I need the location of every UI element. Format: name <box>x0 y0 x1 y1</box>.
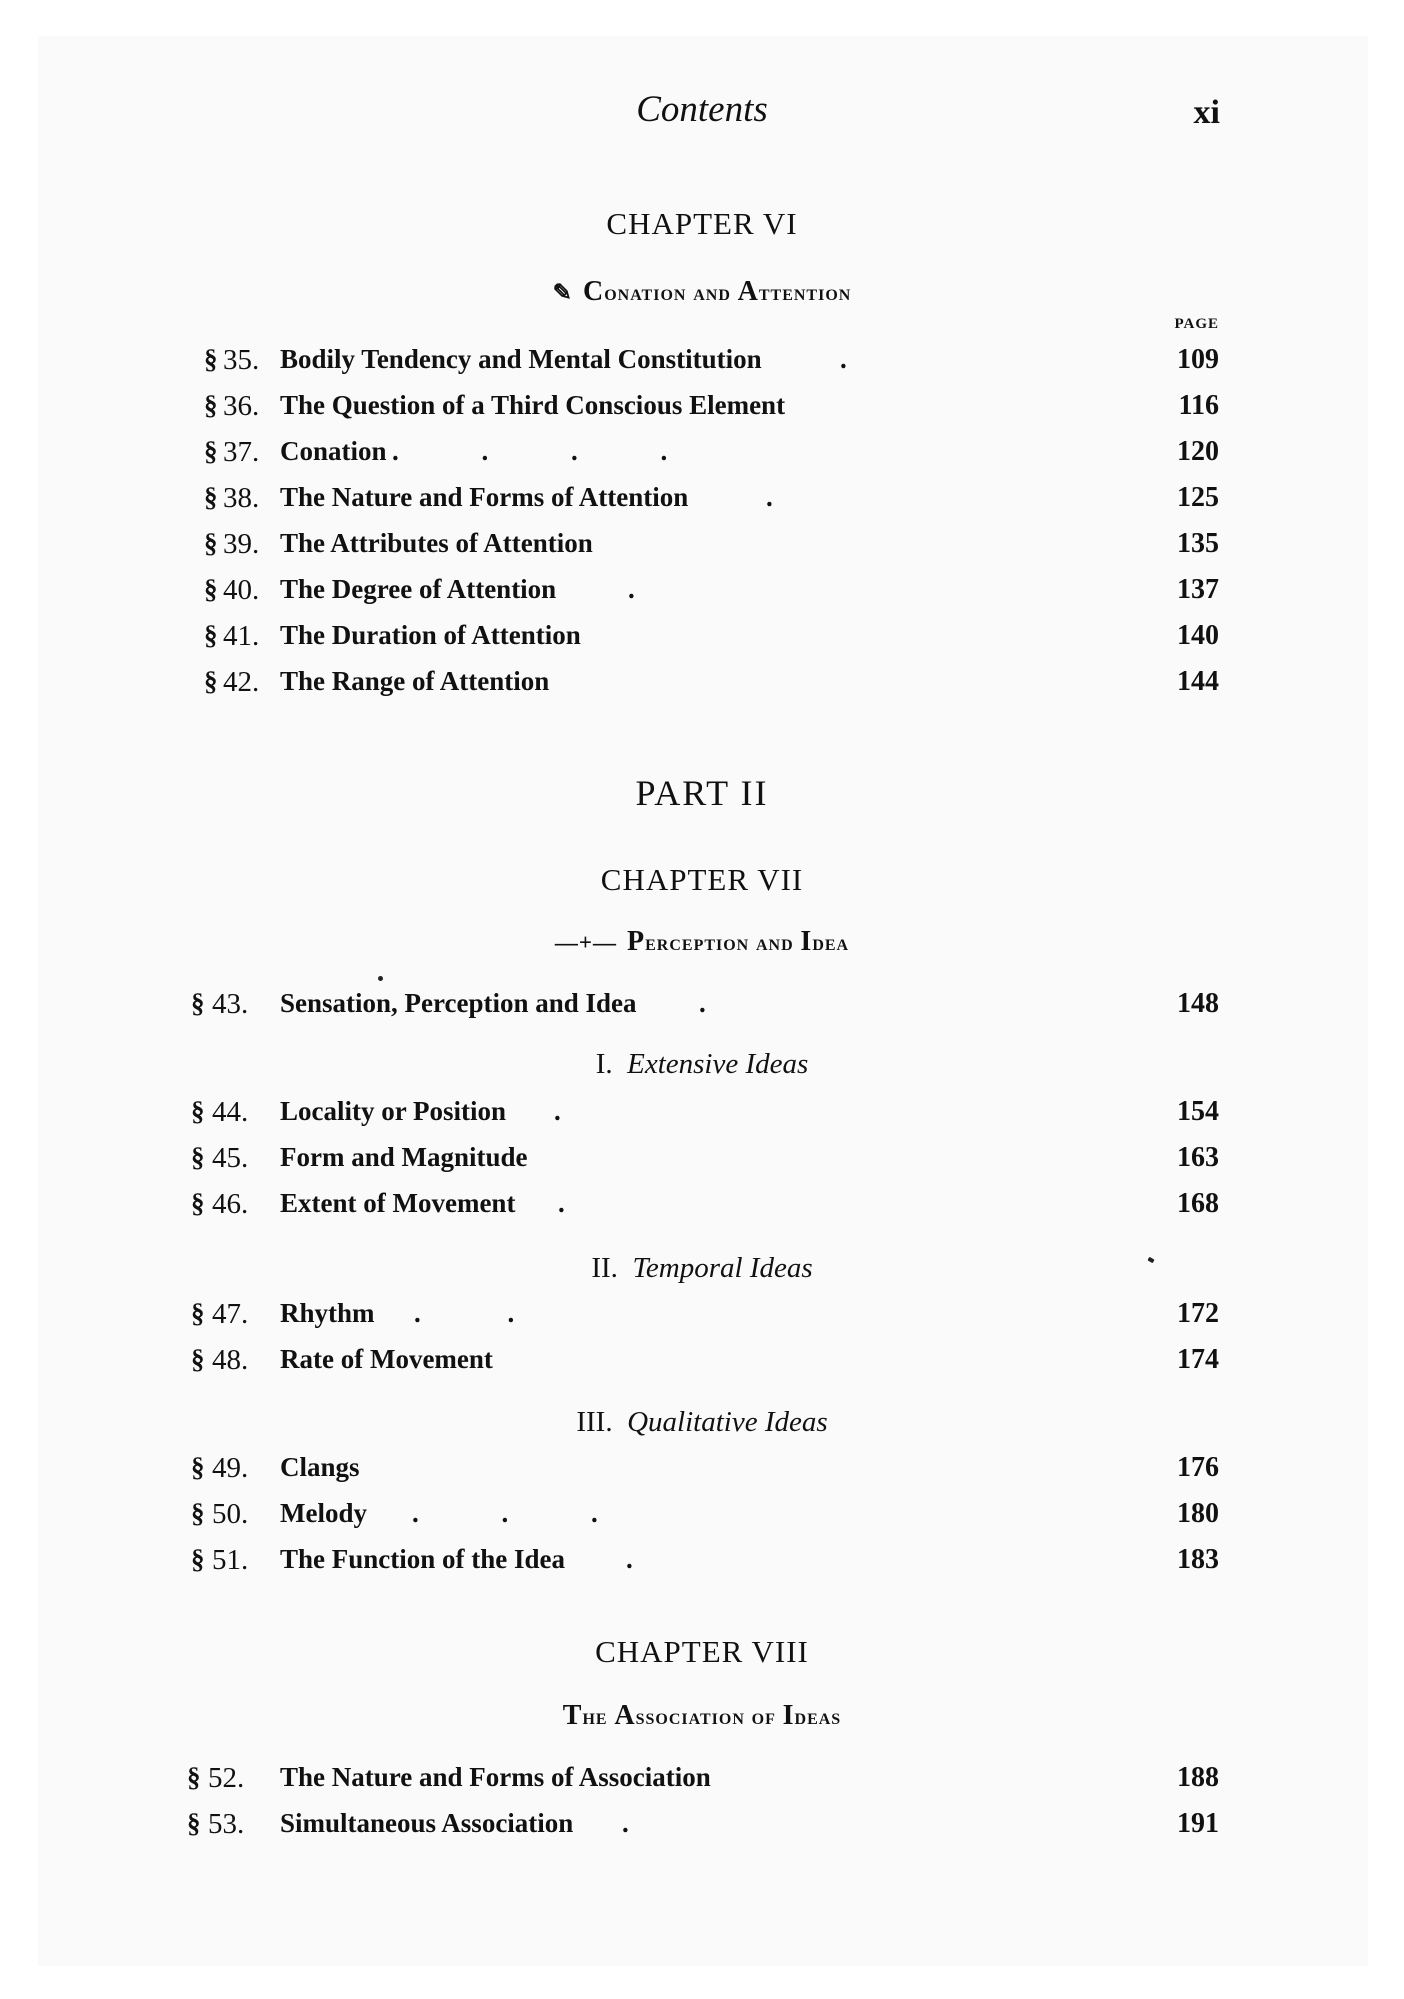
ink-speck <box>378 976 383 981</box>
entry-title: Bodily Tendency and Mental Constitution <box>280 344 762 374</box>
toc-entry[interactable]: § 40. The Degree of Attention . 137 <box>204 574 1219 606</box>
toc-entry[interactable]: § 48. Rate of Movement 174 <box>191 1344 1219 1376</box>
toc-entry[interactable]: § 39. The Attributes of Attention 135 <box>204 528 1219 560</box>
toc-entry[interactable]: § 41. The Duration of Attention 140 <box>204 620 1219 652</box>
entry-title: Rate of Movement <box>280 1344 493 1374</box>
entry-page: 188 <box>1177 1762 1219 1793</box>
entry-title: Form and Magnitude <box>280 1142 528 1172</box>
entry-title: Conation <box>280 436 387 466</box>
entry-title: The Attributes of Attention <box>280 528 593 558</box>
toc-entry[interactable]: § 51. The Function of the Idea . 183 <box>191 1544 1219 1576</box>
entry-title: Extent of Movement <box>280 1188 516 1218</box>
entry-page: 116 <box>1178 390 1219 421</box>
chapter-vii-heading: CHAPTER VII <box>600 862 804 897</box>
entry-title: Clangs <box>280 1452 360 1482</box>
entry-page: 109 <box>1177 344 1219 375</box>
toc-entry[interactable]: § 53. Simultaneous Association . 191 <box>187 1808 1219 1840</box>
entry-title: The Question of a Third Conscious Element <box>280 390 786 420</box>
toc-entry[interactable]: § 46. Extent of Movement . 168 <box>191 1188 1219 1220</box>
toc-entry[interactable]: § 52. The Nature and Forms of Association 188 <box>187 1762 1219 1794</box>
toc-entry[interactable]: § 37. Conation . . . . 120 <box>204 436 1219 468</box>
chapter-viii-heading: CHAPTER VIII <box>595 1634 809 1669</box>
entry-title: Locality or Position <box>280 1096 506 1126</box>
chapter-viii-title: The Association of Ideas <box>562 1700 842 1731</box>
part-ii-heading: PART II <box>635 773 769 813</box>
entry-title: Melody <box>280 1498 367 1528</box>
entry-title: Sensation, Perception and Idea <box>280 988 637 1018</box>
entry-page: 154 <box>1177 1096 1219 1127</box>
entry-page: 144 <box>1177 666 1219 697</box>
toc-entry[interactable]: § 35. Bodily Tendency and Mental Constitution . 109 <box>204 344 1219 376</box>
entry-page: 168 <box>1177 1188 1219 1219</box>
cross-mark-icon: —+— <box>554 930 617 955</box>
entry-page: 163 <box>1177 1142 1219 1173</box>
page-column-label: PAGE <box>1174 316 1219 332</box>
entry-page: 125 <box>1177 482 1219 513</box>
toc-entry[interactable]: § 50. Melody . . . 180 <box>191 1498 1219 1530</box>
toc-entry[interactable]: § 36. The Question of a Third Conscious Element 116 <box>204 390 1219 422</box>
group-qualitative-ideas: III. Qualitative Ideas <box>576 1406 828 1438</box>
entry-title: The Duration of Attention <box>280 620 581 650</box>
entry-page: 135 <box>1177 528 1219 559</box>
entry-title: Rhythm <box>280 1298 375 1328</box>
entry-page: 180 <box>1177 1498 1219 1529</box>
chapter-vii-title: —+— Perception and Idea <box>554 926 850 957</box>
running-head: Contents <box>636 89 768 130</box>
entry-title: The Range of Attention <box>280 666 550 696</box>
toc-entry[interactable]: § 44. Locality or Position . 154 <box>191 1096 1219 1128</box>
entry-page: 176 <box>1177 1452 1219 1483</box>
toc-entry[interactable]: § 47. Rhythm . . 172 <box>191 1298 1219 1330</box>
chapter-vi-heading: CHAPTER VI <box>606 206 798 241</box>
entry-page: 174 <box>1177 1344 1219 1375</box>
entry-page: 140 <box>1177 620 1219 651</box>
entry-page: 137 <box>1177 574 1219 605</box>
entry-title: The Nature and Forms of Association <box>280 1762 711 1792</box>
chapter-vi-title: ✎ Conation and Attention <box>552 276 852 307</box>
toc-entry[interactable]: § 43. Sensation, Perception and Idea . 148 <box>191 988 1219 1020</box>
pencil-mark-icon: ✎ <box>552 280 573 305</box>
entry-title: The Degree of Attention <box>280 574 557 604</box>
entry-title: The Function of the Idea <box>280 1544 566 1574</box>
group-extensive-ideas: I. Extensive Ideas <box>595 1048 809 1080</box>
toc-entry[interactable]: § 49. Clangs 176 <box>191 1452 1219 1484</box>
entry-title: The Nature and Forms of Attention <box>280 482 689 512</box>
toc-entry[interactable]: § 42. The Range of Attention 144 <box>204 666 1219 698</box>
entry-page: 148 <box>1177 988 1219 1019</box>
entry-title: Simultaneous Association <box>280 1808 574 1838</box>
folio: xi <box>1193 94 1220 131</box>
toc-entry[interactable]: § 38. The Nature and Forms of Attention . 125 <box>204 482 1219 514</box>
entry-page: 183 <box>1177 1544 1219 1575</box>
toc-entry[interactable]: § 45. Form and Magnitude 163 <box>191 1142 1219 1174</box>
group-temporal-ideas: II. Temporal Ideas <box>591 1252 813 1284</box>
entry-page: 191 <box>1177 1808 1219 1839</box>
entry-page: 172 <box>1177 1298 1219 1329</box>
entry-page: 120 <box>1177 436 1219 467</box>
